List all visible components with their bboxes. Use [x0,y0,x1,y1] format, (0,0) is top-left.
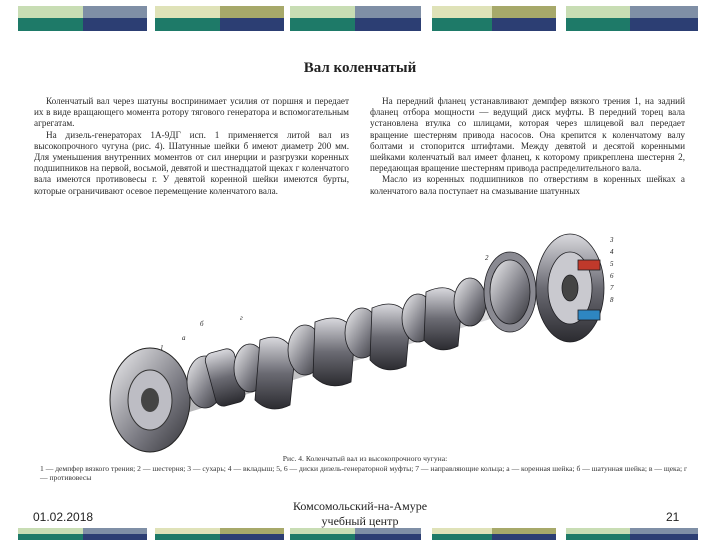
label-8: 8 [610,296,614,304]
label-7: 7 [610,284,614,292]
slide-title: Вал коленчатый [303,60,417,76]
paragraph: На передний фланец устанавливают демпфер вязкого трения 1, на задний фланец отбора мощности — ведущий диск муфты. В передний торец вала установлена втулка со шлицами, которая через шлицевой вал передает вращение шестерням привода насосов. Она крепится к коленчатому валу болтами и стопорится штифтами. Между девятой и десятой коренными шейками коленчатый вал имеет фланец, к которому прикреплена шестерня 2, передающая вращение шестерням привода распределительного вала. [370,96,685,174]
footer-organization [260,499,460,529]
label-b: б [200,320,204,328]
label-2: 2 [485,254,489,262]
caption-body: 1 — демпфер вязкого трения; 2 — шестерня; 3 — сухарь; 4 — вкладыш; 5, 6 — диски дизель-генераторной муфты; 7 — направляющие кольца; а — коренная шейка; б — шатунная шейка; в — щека; г — противовесы [40,463,688,483]
crankshaft-illustration [100,230,620,455]
page-number: 21 [666,510,680,524]
label-a: а [182,334,186,342]
figure-caption [40,454,690,483]
label-4: 4 [610,248,614,256]
paragraph: Масло из коренных подшипников по отверстиям в коренных шейках а коленчатого вала поступает на смазывание шатунных [370,174,685,196]
label-6: 6 [610,272,614,280]
label-3: 3 [610,236,614,244]
label-1: 1 [160,344,164,352]
label-5: 5 [610,260,614,268]
paragraph: На дизель-генераторах 1А-9ДГ исп. 1 применяется литой вал из высокопрочного чугуна (рис. 4). Шатунные шейки б имеют диаметр 200 мм. Для уменьшения внутренних моментов от сил инерции и разгрузки коренных подшипников на первой, восьмой, девятой и шестнадцатой щеках г коленчатого вала имеются противовесы г. У девятой коренной шейки имеются бурты, которые ограничивают осевое перемещение коленчатого вала. [34,129,349,196]
label-g: г [240,314,243,322]
caption-title: Рис. 4. Коленчатый вал из высокопрочного чугуна: [282,454,448,463]
paragraph: Коленчатый вал через шатуны воспринимает усилия от поршня и передает их в виде вращающего момента ротору тягового генератора и вспомогательным агрегатам. [34,96,349,129]
right-text-column [370,96,685,197]
left-text-column [34,96,349,197]
footer-org-line2: учебный центр [321,514,399,528]
footer-org-line1: Комсомольский-на-Амуре [292,499,428,513]
footer-date: 01.02.2018 [33,510,94,524]
